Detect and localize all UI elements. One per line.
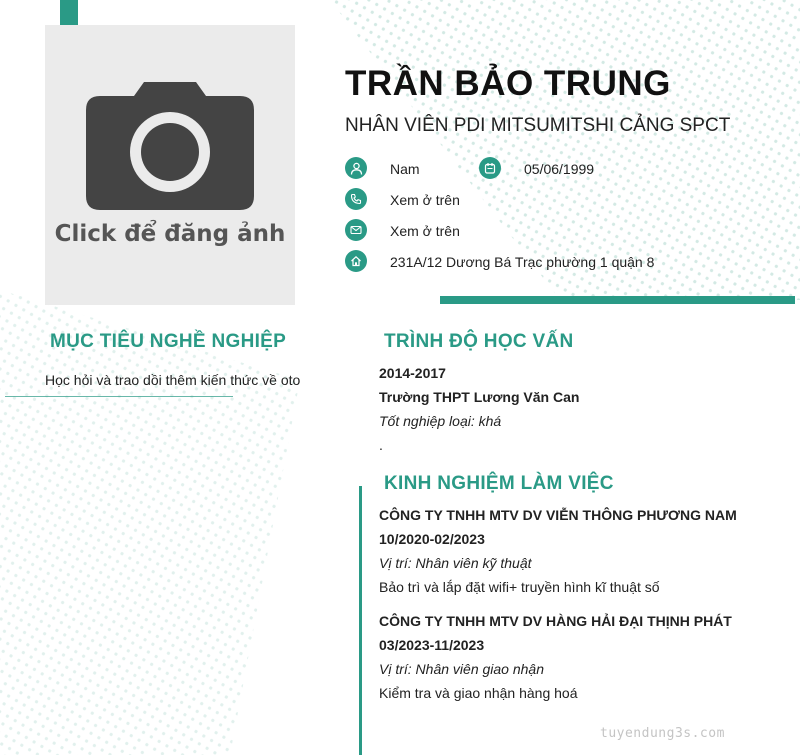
education-title: TRÌNH ĐỘ HỌC VẤN [384, 331, 574, 352]
education-note: . [379, 437, 383, 453]
camera-icon [86, 80, 254, 210]
accent-bar-header-divider [440, 296, 795, 304]
job-period: 03/2023-11/2023 [379, 637, 485, 653]
job-title: NHÂN VIÊN PDI MITSUMITSHI CẢNG SPCT [345, 115, 731, 136]
job-position: Vị trí: Nhân viên giao nhận [379, 661, 544, 677]
experience-title: KINH NGHIỆM LÀM VIỆC [384, 473, 614, 494]
email-icon [345, 219, 367, 241]
email-value: Xem ở trên [390, 223, 460, 239]
education-period: 2014-2017 [379, 365, 446, 381]
job-company: CÔNG TY TNHH MTV DV HÀNG HẢI ĐẠI THỊNH PHÁT [379, 613, 732, 629]
phone-icon [345, 188, 367, 210]
objective-title: MỤC TIÊU NGHỀ NGHIỆP [50, 331, 287, 352]
person-icon [345, 157, 367, 179]
job-position: Vị trí: Nhân viên kỹ thuật [379, 555, 532, 571]
experience-vertical-line [359, 486, 362, 755]
objective-divider [5, 396, 233, 397]
address-value: 231A/12 Dương Bá Trạc phường 1 quận 8 [390, 254, 655, 270]
job-period: 10/2020-02/2023 [379, 531, 485, 547]
gender-value: Nam [390, 161, 420, 177]
education-grade: Tốt nghiệp loại: khá [379, 413, 502, 429]
job-description: Kiểm tra và giao nhận hàng hoá [379, 685, 578, 701]
objective-text: Học hỏi và trao dồi thêm kiến thức về oto [45, 372, 301, 388]
home-icon [345, 250, 367, 272]
upload-photo-button[interactable] [45, 25, 295, 305]
upload-photo-label: Click để đăng ảnh [54, 221, 286, 247]
job-description: Bảo trì và lắp đặt wifi+ truyền hình kĩ thuật số [379, 579, 660, 595]
candidate-name: TRẦN BẢO TRUNG [345, 64, 671, 103]
education-school: Trường THPT Lương Văn Can [379, 389, 580, 405]
job-company: CÔNG TY TNHH MTV DV VIỄN THÔNG PHƯƠNG NAM [379, 507, 737, 523]
watermark: tuyendung3s.com [600, 726, 725, 741]
calendar-icon [479, 157, 501, 179]
phone-value: Xem ở trên [390, 192, 460, 208]
birthday-value: 05/06/1999 [524, 161, 595, 177]
